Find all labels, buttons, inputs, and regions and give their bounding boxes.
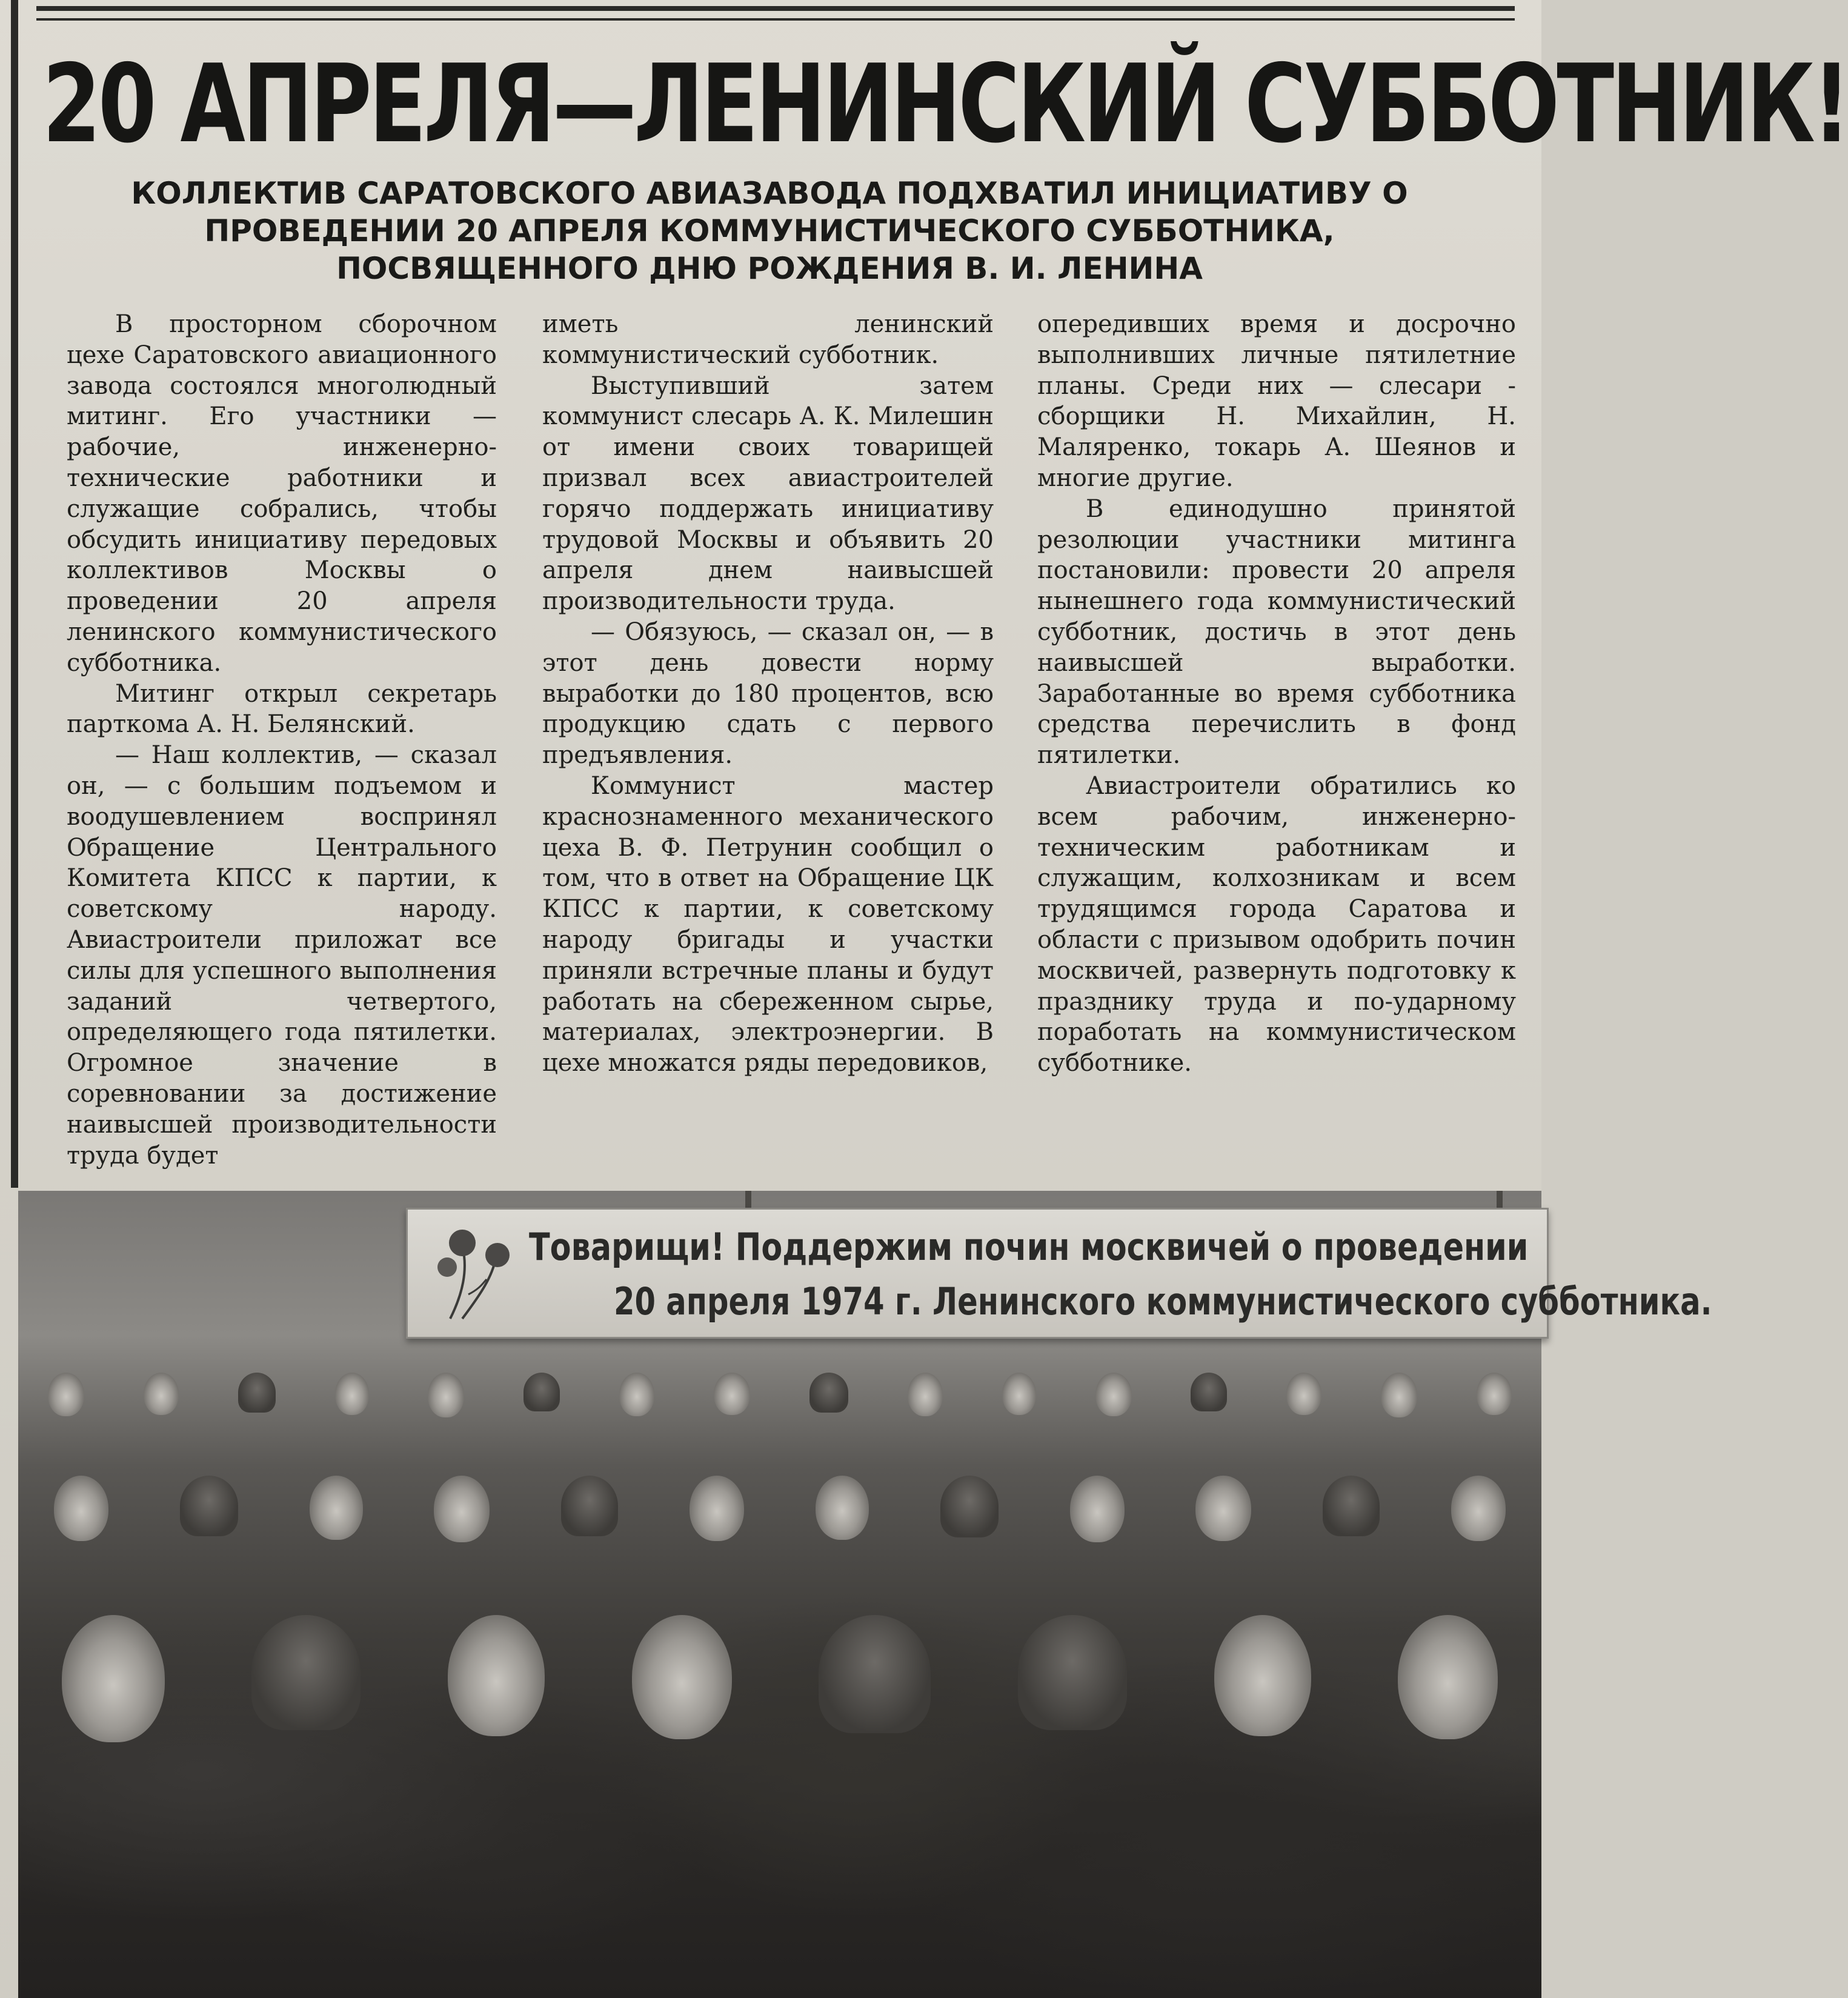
crowd-figure [1195,1476,1251,1541]
crowd-figure [1070,1476,1125,1542]
crowd-figure [180,1476,238,1536]
crowd-figure [561,1476,618,1536]
article-paragraph: опередивших время и досрочно выполнивших личные пятилетние планы. Среди них — слесари - сборщики Н. Михайлин, Н. Маляренко, токарь А. Шеянов и многие другие. [1037,310,1516,492]
article-paragraph: Авиастроители обратились ко всем рабочим, инженерно-техническим работникам и служащим, колхозникам и всем трудящимся города Саратова и области с призывом одобрить почин москвичей, развернуть подготовку к празднику труда и по-ударному поработать на коммунистическом субботнике. [1037,771,1516,1077]
crowd-figure [1191,1373,1227,1411]
crowd-back-row [18,1373,1541,1417]
article-paragraph: Выступивший затем коммунист слесарь А. К. Милешин от имени своих товарищей призвал всех авиастроителей горячо поддержать инициативу трудовой Москвы и объявить 20 апреля днем наивысшей производительности труда. [542,371,994,616]
crowd-figure [816,1476,869,1540]
article-paragraph: — Наш коллектив, — сказал он, — с большим подъемом и воодушевлением воспринял Обращение Центрального Комитета КПСС к партии, к советскому народу. Авиастроители прилoжат все силы для успешного выполнения заданий четвертого, определяющего года пятилетки. Огромное значение в соревновании за достижение наивысшей производительности труда будет [67,741,497,1170]
crowd-figure [335,1373,369,1415]
slogan-banner [406,1208,1712,1339]
crowd-figure [619,1373,654,1416]
rally-photo [18,1191,1712,1998]
top-rule-thin [36,18,1515,21]
crowd-figure [690,1476,744,1541]
crowd-figure [1018,1615,1127,1730]
crowd-figure [1286,1373,1321,1415]
article-paragraph: Коммунист мастер краснознаменного механического цеха В. Ф. Петрунин сообщил о том, что в ответ на Обращение ЦК КПСС к партии, к советскому народу бригады и участки приняли встречные планы и будут работать на сбереженном сырье, материалах, электроэнергии. В цехе множатся ряды передовиков, [542,771,994,1077]
crowd-figure [1381,1373,1417,1417]
crowd-figure [1214,1615,1311,1736]
crowd-figure [523,1373,560,1411]
crowd-figure [1002,1373,1036,1415]
top-rule [36,6,1515,11]
article-column-2 [542,309,994,1079]
crowd-figure [714,1373,750,1415]
subheadline-line: КОЛЛЕКТИВ САРАТОВСКОГО АВИАЗАВОДА ПОДХВАТИЛ ИНИЦИАТИВУ О [131,176,1408,211]
carnation-icon [426,1222,517,1325]
crowd-figure [819,1615,931,1733]
article-paragraph: иметь ленинский коммунистический субботник. [542,310,994,369]
headline: 20 АПРЕЛЯ—ЛЕНИНСКИЙ СУББОТНИК! [42,41,1848,167]
crowd-figure [62,1615,165,1742]
crowd-figure [448,1615,545,1736]
crowd-front-row [18,1615,1541,1742]
crowd-figure [632,1615,732,1739]
crowd-figure [809,1373,848,1413]
article-paragraph: Митинг открыл секретарь парткома А. Н. Белянский. [67,679,497,739]
banner-text-line: Товарищи! Поддержим почин москвичей о проведении [529,1225,1529,1269]
article-paragraph: — Обязуюсь, — сказал он, — в этот день довести норму выработки до 180 процентов, всю продукцию сдать с первого предъявления. [542,618,994,770]
crowd-figure [251,1615,361,1730]
crowd-figure [238,1373,276,1413]
crowd-figure [310,1476,363,1540]
crowd-figure [144,1373,179,1415]
crowd-figure [1095,1373,1132,1416]
crowd-figure [1323,1476,1380,1536]
crowd-figure [1398,1615,1498,1739]
crowd-middle-row [18,1476,1541,1542]
crowd-figure [48,1373,84,1416]
crowd-figure [434,1476,490,1542]
crowd-figure [1477,1373,1512,1415]
crowd-figure [54,1476,108,1541]
banner-text-line: 20 апреля 1974 г. Ленинского коммунистического субботника. [614,1279,1712,1324]
crowd-figure [1451,1476,1506,1541]
subheadline-line: ПРОВЕДЕНИИ 20 АПРЕЛЯ КОММУНИСТИЧЕСКОГО СУББОТНИКА, [204,213,1335,248]
subheadline [42,175,1497,287]
article-paragraph: В единодушно принятой резолюции участники митинга постановили: провести 20 апреля нынешнего года коммунистический субботник, достичь в этот день наивысшей выработки. Заработанные во время субботника средства перечислить в фонд пятилетки. [1037,495,1516,770]
article-column-1 [67,309,497,1171]
crowd-figure [428,1373,464,1417]
subheadline-line: ПОСВЯЩЕННОГО ДНЮ РОЖДЕНИЯ В. И. ЛЕНИНА [336,251,1203,286]
article-paragraph: В просторном сборочном цехе Саратовского авиационного завода состоялся многолюдный митинг. Его участники — рабочие, инженерно-технические работники и служащие собрались, чтобы обсудить инициативу передовых коллективов Москвы о проведении 20 апреля ленинского коммунистического субботника. [67,310,497,677]
crowd-figure [908,1373,943,1416]
left-column-rule [11,0,18,1188]
crowd-figure [940,1476,999,1537]
article-column-3 [1037,309,1516,1079]
